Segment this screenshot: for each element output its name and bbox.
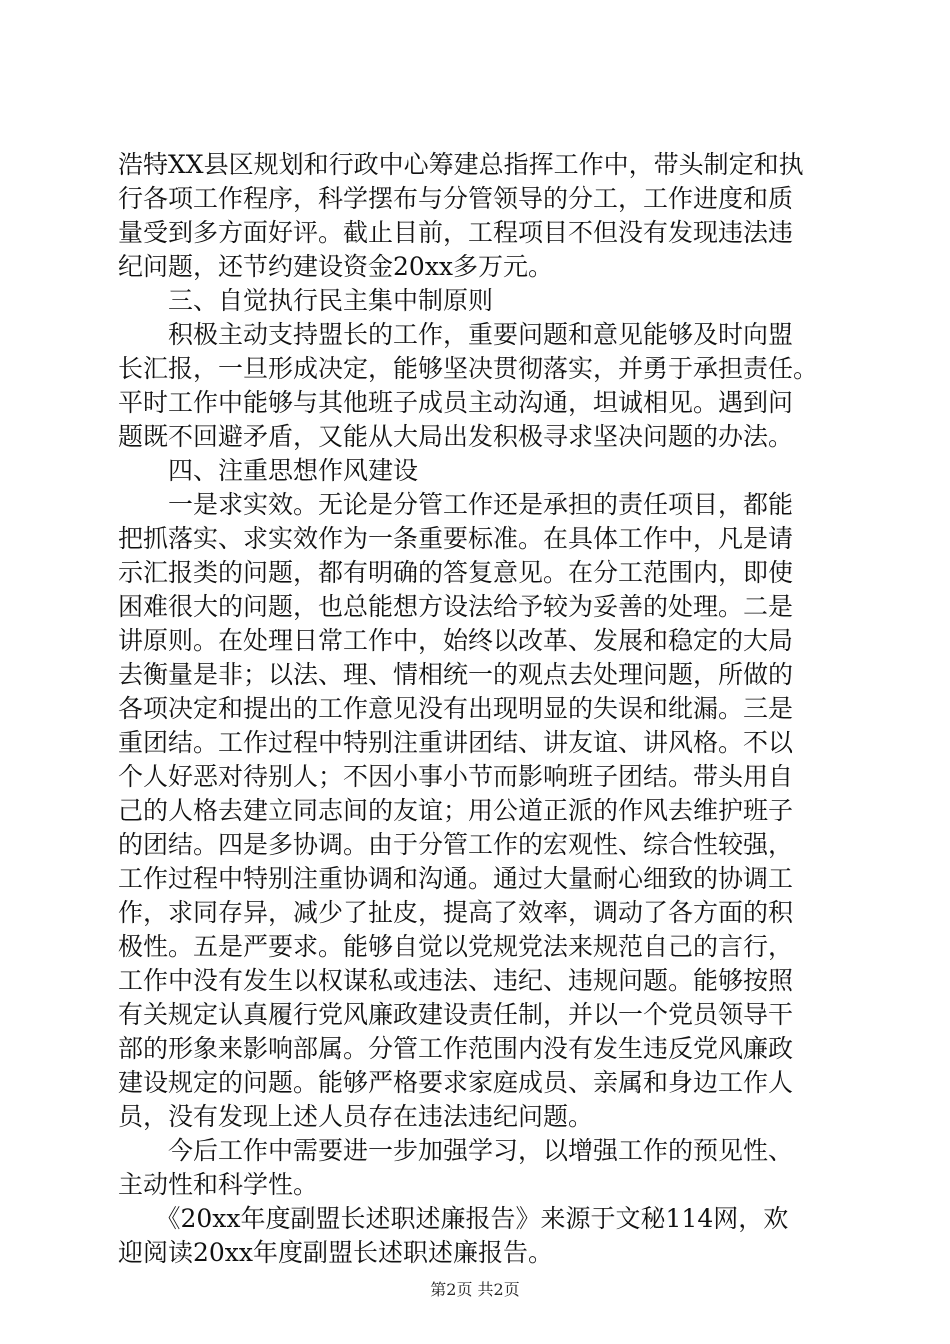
text-line: 工作中没有发生以权谋私或违法、违纪、违规问题。能够按照 [118, 966, 794, 995]
text-line: 长汇报，一旦形成决定，能够坚决贯彻落实，并勇于承担责任。 [118, 354, 819, 383]
text-line: 困难很大的问题，也总能想方设法给予较为妥善的处理。二是 [118, 592, 794, 621]
text-line: 作，求同存异，减少了扯皮，提高了效率，调动了各方面的积 [118, 898, 794, 927]
text-line: 浩特XX县区规划和行政中心筹建总指挥工作中，带头制定和执 [118, 150, 804, 179]
text-line: 《20xx年度副盟长述职述廉报告》来源于文秘114网，欢 [118, 1204, 789, 1233]
text-line: 建设规定的问题。能够严格要求家庭成员、亲属和身边工作人 [118, 1068, 794, 1097]
text-line: 纪问题，还节约建设资金20xx多万元。 [118, 252, 554, 281]
text-line: 平时工作中能够与其他班子成员主动沟通，坦诚相见。遇到问 [118, 388, 794, 417]
text-line: 部的形象来影响部属。分管工作范围内没有发生违反党风廉政 [118, 1034, 794, 1063]
text-line: 主动性和科学性。 [118, 1170, 319, 1199]
text-line: 迎阅读20xx年度副盟长述职述廉报告。 [118, 1238, 554, 1267]
text-line: 有关规定认真履行党风廉政建设责任制，并以一个党员领导干 [118, 1000, 794, 1029]
text-line: 量受到多方面好评。截止目前，工程项目不但没有发现违法违 [118, 218, 794, 247]
text-line: 极性。五是严要求。能够自觉以党规党法来规范自己的言行， [118, 932, 794, 961]
text-line: 己的人格去建立同志间的友谊；用公道正派的作风去维护班子 [118, 796, 794, 825]
text-line: 个人好恶对待别人；不因小事小节而影响班子团结。带头用自 [118, 762, 794, 791]
text-line: 员，没有发现上述人员存在违法违纪问题。 [118, 1102, 594, 1131]
text-line: 讲原则。在处理日常工作中，始终以改革、发展和稳定的大局 [118, 626, 794, 655]
text-line: 一是求实效。无论是分管工作还是承担的责任项目，都能 [118, 490, 794, 519]
text-line: 工作过程中特别注重协调和沟通。通过大量耐心细致的协调工 [118, 864, 794, 893]
text-line: 三、自觉执行民主集中制原则 [118, 286, 494, 315]
text-line: 题既不回避矛盾，又能从大局出发积极寻求坚决问题的办法。 [118, 422, 794, 451]
document-body [118, 148, 830, 1270]
text-line: 把抓落实、求实效作为一条重要标准。在具体工作中，凡是请 [118, 524, 794, 553]
text-line: 重团结。工作过程中特别注重讲团结、讲友谊、讲风格。不以 [118, 728, 794, 757]
text-line: 示汇报类的问题，都有明确的答复意见。在分工范围内，即使 [118, 558, 794, 587]
text-line: 的团结。四是多协调。由于分管工作的宏观性、综合性较强， [118, 830, 794, 859]
text-line: 去衡量是非；以法、理、情相统一的观点去处理问题，所做的 [118, 660, 794, 689]
text-line: 今后工作中需要进一步加强学习，以增强工作的预见性、 [118, 1136, 794, 1165]
text-line: 行各项工作程序，科学摆布与分管领导的分工，工作进度和质 [118, 184, 794, 213]
page-footer: 第2页 共2页 [430, 1280, 520, 1299]
text-line: 四、注重思想作风建设 [118, 456, 419, 485]
text-line: 积极主动支持盟长的工作，重要问题和意见能够及时向盟 [118, 320, 794, 349]
text-line: 各项决定和提出的工作意见没有出现明显的失误和纰漏。三是 [118, 694, 794, 723]
